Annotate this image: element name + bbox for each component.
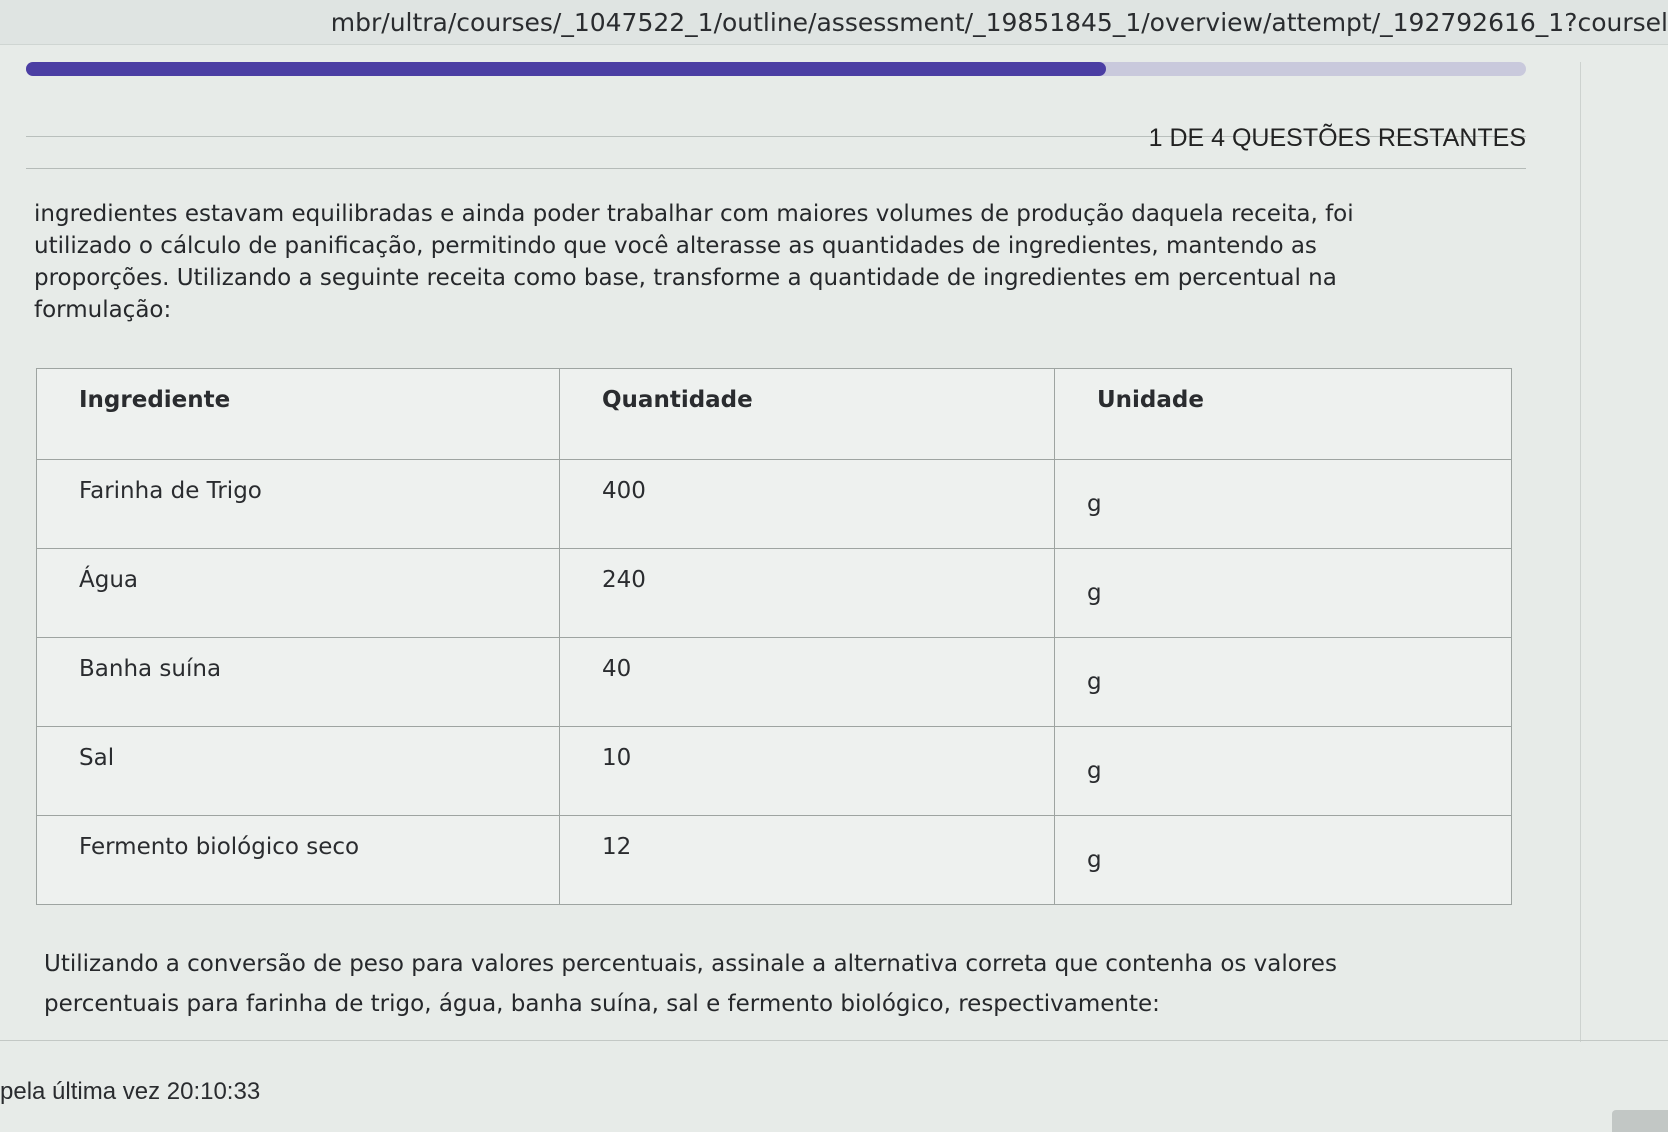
column-header-quantity: Quantidade [560, 369, 1055, 460]
divider [26, 168, 1526, 169]
table-row [37, 816, 1512, 905]
instruction-text: Utilizando a conversão de peso para valores percentuais, assinale a alternativa correta que contenha os valores percentuais para farinha de trigo, água, banha suína, sal e fermento biológico, respectivamente: [44, 951, 1337, 1017]
quantity-cell: 10 [560, 727, 1055, 816]
progress-fill [26, 62, 1106, 76]
table-header-row [37, 369, 1512, 460]
ingredient-cell: Fermento biológico seco [37, 816, 560, 905]
questions-remaining-counter: 1 DE 4 QUESTÕES RESTANTES [1148, 124, 1526, 152]
assessment-progress-bar [26, 62, 1526, 76]
unit-cell: g [1055, 460, 1512, 549]
ingredient-cell: Sal [37, 727, 560, 816]
column-header-unit: Unidade [1055, 369, 1512, 460]
recipe-table [36, 368, 1512, 905]
unit-cell: g [1055, 816, 1512, 905]
last-saved-status: pela última vez 20:10:33 [0, 1078, 261, 1105]
quantity-cell: 400 [560, 460, 1055, 549]
url-text[interactable]: mbr/ultra/courses/_1047522_1/outline/assessment/_19851845_1/overview/attempt/_192792616_1?coursel [330, 8, 1668, 37]
ingredient-cell: Banha suína [37, 638, 560, 727]
quantity-cell: 40 [560, 638, 1055, 727]
panel-edge [1580, 62, 1581, 1042]
browser-address-bar[interactable] [0, 0, 1668, 45]
ingredient-cell: Água [37, 549, 560, 638]
column-header-ingredient: Ingrediente [37, 369, 560, 460]
table-row [37, 549, 1512, 638]
question-text: ingredientes estavam equilibradas e ainda poder trabalhar com maiores volumes de produção daquela receita, foi utilizado o cálculo de panificação, permitindo que você alterasse as quantidades de ingredientes, mantendo as proporções. Utilizando a seguinte receita como base, transforme a quantidade de ingredientes em percentual na formulação: [34, 201, 1354, 323]
table-row [37, 727, 1512, 816]
table-row [37, 638, 1512, 727]
quantity-cell: 240 [560, 549, 1055, 638]
unit-cell: g [1055, 638, 1512, 727]
ingredient-cell: Farinha de Trigo [37, 460, 560, 549]
quantity-cell: 12 [560, 816, 1055, 905]
table-row [37, 460, 1512, 549]
unit-cell: g [1055, 727, 1512, 816]
corner-button[interactable] [1612, 1110, 1668, 1132]
unit-cell: g [1055, 549, 1512, 638]
divider [0, 1040, 1668, 1041]
